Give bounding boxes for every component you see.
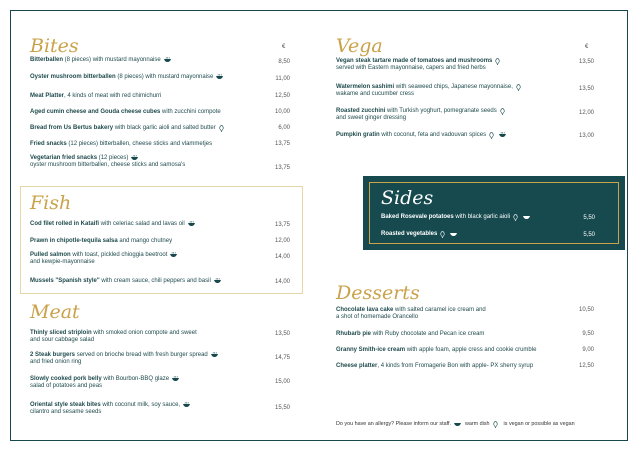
sides-box [363, 176, 625, 250]
item-desc: with apple foam, apple cress and cookie crumble [405, 347, 537, 353]
item-name: Pulled salmon [30, 252, 71, 259]
vegan-icon [500, 108, 507, 113]
sides-title: Sides [381, 187, 434, 209]
item-desc: with smoked onion compote and sweet [91, 330, 197, 336]
item-name: Cheese platter [336, 363, 378, 369]
item-name: Slowly cooked pork belly [30, 376, 102, 383]
item-name: Baked Rosevale potatoes [381, 214, 454, 221]
item-price: 9,00 [582, 347, 594, 353]
item-name: Mussels "Spanish style" [30, 278, 100, 285]
item-desc: and mango chutney [117, 238, 173, 244]
legend-warm: warm dish [464, 421, 490, 427]
item-desc: with coconut milk, soy sauce, [100, 402, 181, 409]
vegan-icon [219, 125, 226, 130]
menu-item [336, 347, 576, 354]
item-price: 9,50 [582, 331, 594, 337]
menu-item [30, 221, 270, 228]
item-name: Bread from Us Bertus bakery [30, 125, 114, 132]
item-name: Pumpkin gratin [336, 132, 380, 139]
item-desc: , 4 kinds of meat with red chimichurri [64, 93, 162, 99]
item-price: 13,50 [578, 86, 594, 92]
vega-title: Vega [336, 35, 383, 57]
menu-item [30, 376, 270, 391]
item-price: 12,50 [578, 363, 594, 369]
item-name: Oriental style steak bites [30, 402, 101, 409]
vegan-icon [495, 58, 502, 63]
item-name: Roasted zucchini [336, 108, 386, 115]
item-price: 5,50 [583, 232, 595, 238]
item-name: Vegan steak tartare made of tomatoes and mushrooms [336, 58, 493, 65]
item-desc: with Bourbon-BBQ glaze [101, 376, 170, 383]
item-desc: (12 pieces) bitterballen, cheese sticks and vlammetjes [66, 141, 213, 147]
desserts-title: Desserts [336, 282, 420, 304]
item-desc: , 4 kinds from Fromagerie Bon with apple- PX sherry syrup [377, 363, 534, 369]
item-name: Watermelon sashimi [336, 84, 395, 91]
bites-currency: € [282, 44, 286, 50]
menu-item [30, 330, 270, 345]
item-price: 6,00 [278, 125, 290, 131]
item-desc: served on brioche bread with fresh burger spread [75, 352, 208, 359]
item-desc: with seaweed chips, Japanese mayonnaise, [394, 84, 513, 91]
warm-dish-icon [211, 352, 218, 357]
item-price: 15,50 [274, 405, 290, 411]
item-desc: (8 pieces) with mustard mayonnaise [115, 74, 214, 81]
warm-dish-icon [183, 402, 190, 407]
item-desc: with zucchini compote [160, 109, 221, 115]
item-price: 13,75 [274, 222, 290, 228]
warm-dish-icon [450, 231, 457, 236]
item-desc: with celeriac salad and lavas oil [99, 221, 185, 228]
menu-item [336, 58, 576, 73]
warm-dish-icon [454, 421, 461, 426]
menu-item [381, 214, 581, 221]
item-desc: with toast, pickled chioggia beetroot [70, 252, 168, 259]
item-price: 13,75 [274, 141, 290, 147]
vegan-icon [493, 421, 500, 426]
item-name: Prawn in chipotle-tequila salsa [30, 238, 118, 244]
item-desc-line2: cilantro and sesame seeds [30, 409, 102, 416]
warm-dish-icon [499, 132, 506, 137]
item-desc-line2: oyster mushroom bitterballen, cheese sticks and samosa's [30, 162, 186, 169]
item-desc-line2: wakame and cucumber cress [336, 91, 415, 98]
item-name: Aged cumin cheese and Gouda cheese cubes [30, 109, 161, 115]
item-name: Bitterballen [30, 57, 64, 64]
menu-item [336, 331, 576, 338]
vegan-icon [516, 84, 523, 89]
vegan-icon [489, 132, 496, 137]
menu-item [336, 307, 576, 322]
item-desc: with coconut, feta and vadouvan spices [379, 132, 487, 139]
meat-title: Meat [30, 301, 80, 323]
warm-dish-icon [172, 376, 179, 381]
item-name: Roasted vegetables [381, 231, 438, 238]
item-price: 14,75 [274, 355, 290, 361]
item-price: 13,75 [274, 165, 290, 171]
item-name: Fried snacks [30, 141, 67, 147]
vegan-icon [440, 231, 447, 236]
fish-title: Fish [30, 192, 72, 214]
item-price: 15,00 [274, 379, 290, 385]
menu-item [336, 108, 576, 123]
menu-item [30, 252, 270, 267]
item-price: 13,50 [578, 59, 594, 65]
item-name: Vegetarian fried snacks [30, 155, 98, 162]
legend [336, 421, 575, 427]
menu-item [336, 84, 576, 99]
item-price: 8,50 [278, 59, 290, 65]
menu-item [381, 231, 581, 238]
menu-item [30, 352, 270, 367]
item-price: 10,00 [274, 109, 290, 115]
menu-item [30, 57, 270, 64]
warm-dish-icon [523, 214, 530, 219]
item-desc-line2: and fried onion ring [30, 359, 82, 366]
item-name: Meat Platter [30, 93, 65, 99]
menu-item [30, 278, 270, 285]
item-name: Oyster mushroom bitterballen [30, 74, 116, 81]
item-name: Rhubarb pie [336, 331, 372, 337]
menu-item [30, 402, 270, 417]
item-desc: (12 pieces) [97, 155, 129, 162]
item-price: 13,00 [578, 133, 594, 139]
item-price: 12,50 [274, 93, 290, 99]
item-name: Cod filet rolled in Kataifi [30, 221, 100, 228]
item-price: 14,00 [274, 279, 290, 285]
item-price: 12,00 [578, 110, 594, 116]
warm-dish-icon [170, 252, 177, 257]
menu-item [30, 93, 270, 100]
item-price: 12,00 [274, 238, 290, 244]
item-price: 13,50 [274, 331, 290, 337]
menu-item [30, 238, 270, 245]
legend-vegan: is vegan or possible as vegan [503, 421, 575, 427]
menu-item [30, 155, 270, 170]
item-desc: with Turkish yoghurt, pomegranate seeds [385, 108, 497, 115]
item-name: Granny Smith-ice cream [336, 347, 406, 353]
item-desc: with salted caramel ice cream and [393, 307, 486, 313]
warm-dish-icon [131, 155, 138, 160]
item-desc: with black garlic aioli [453, 214, 511, 221]
item-desc-line2: a shot of homemade Orancello [336, 314, 419, 321]
menu-item [30, 109, 270, 116]
allergy-note: Do you have an allergy? Please inform our staff. [336, 421, 451, 427]
item-desc-line2: and sour cabbage salad [30, 337, 95, 344]
item-name: Chocolate lava cake [336, 307, 394, 313]
vega-currency: € [585, 44, 589, 50]
item-price: 14,00 [274, 254, 290, 260]
menu-item [30, 125, 270, 132]
item-desc: with cream sauce, chili peppers and basil [99, 278, 211, 285]
item-name: Thinly sliced striploin [30, 330, 92, 336]
item-price: 10,50 [578, 307, 594, 313]
menu-item [336, 363, 576, 370]
item-desc-line2: and sweet ginger dressing [336, 115, 407, 122]
warm-dish-icon [214, 278, 221, 283]
vegan-icon [513, 214, 520, 219]
bites-title: Bites [30, 35, 79, 57]
item-price: 11,00 [275, 76, 290, 82]
item-desc: (8 pieces) with mustard mayonnaise [63, 57, 161, 64]
item-price: 5,50 [583, 215, 595, 221]
item-desc: with black garlic aioli and salted butter [113, 125, 216, 132]
item-desc-line2: salad of potatoes and peas [30, 383, 103, 390]
warm-dish-icon [164, 57, 171, 62]
warm-dish-icon [188, 221, 195, 226]
warm-dish-icon [216, 74, 223, 79]
item-name: 2 Steak burgers [30, 352, 76, 359]
item-desc-line2: served with Eastern mayonnaise, capers and fried herbs [336, 65, 486, 72]
menu-item [30, 74, 270, 81]
menu-item [30, 141, 270, 148]
menu-item [336, 132, 576, 139]
item-desc-line2: and kewpie-mayonnaise [30, 259, 95, 266]
item-desc: with Ruby chocolate and Pecan ice cream [371, 331, 485, 337]
